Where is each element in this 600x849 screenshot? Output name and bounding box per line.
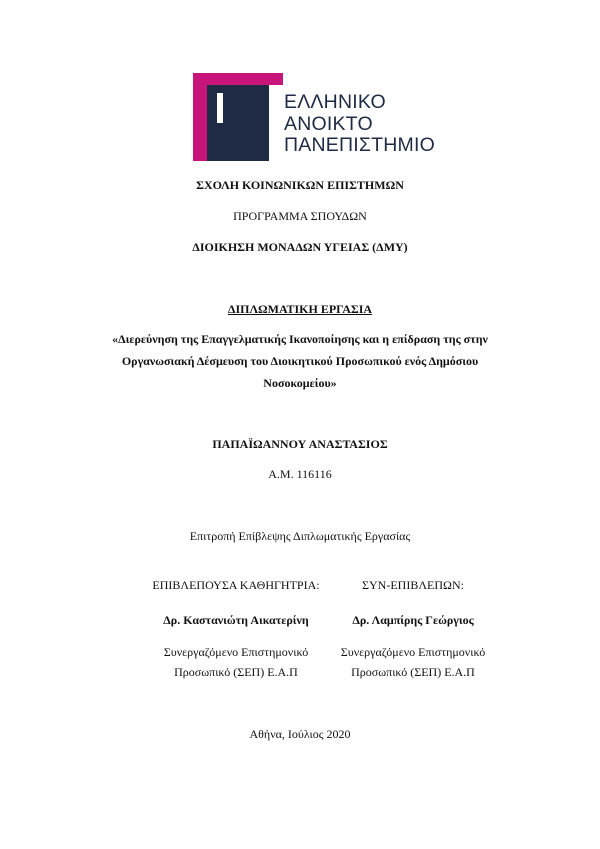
school-name: ΣΧΟΛΗ ΚΟΙΝΩΝΙΚΩΝ ΕΠΙΣΤΗΜΩΝ	[196, 178, 404, 192]
committee-heading: Επιτροπή Επίβλεψης Διπλωματικής Εργασίας	[189, 529, 411, 543]
document-type: ΔΙΠΛΩΜΑΤΙΚΗ ΕΡΓΑΣΙΑ	[227, 302, 373, 316]
co-supervisor-affiliation-1: Συνεργαζόμενο Επιστημονικό	[340, 645, 486, 659]
logo-mark-icon	[193, 73, 283, 161]
co-supervisor-role: ΣΥΝ-ΕΠΙΒΛΕΠΩΝ:	[362, 578, 464, 592]
supervisor-block	[136, 578, 336, 688]
logo-line-1: ΕΛΛΗΝΙΚΟ	[284, 91, 386, 113]
logo-line-3: ΠΑΝΕΠΙΣΤΗΜΙΟ	[284, 134, 435, 156]
thesis-title: «Διερεύνηση της Επαγγελματικής Ικανοποίησης και η επίδραση της στην Οργανωσιακή Δέσμευση του Διοικητικού Προσωπικού ενός Δημόσιου Νοσοκομείου»	[112, 332, 488, 390]
program-name: ΔΙΟΙΚΗΣΗ ΜΟΝΑΔΩΝ ΥΓΕΙΑΣ (ΔΜΥ)	[192, 240, 408, 254]
logo-wordmark	[284, 92, 435, 157]
supervisor-affiliation-2: Προσωπικό (ΣΕΠ) Ε.Α.Π	[174, 665, 298, 679]
university-logo	[193, 73, 433, 161]
logo-line-2: ΑΝΟΙΚΤΟ	[284, 112, 373, 135]
supervisor-name: Δρ. Καστανιώτη Αικατερίνη	[163, 613, 309, 627]
co-supervisor-affiliation-2: Προσωπικό (ΣΕΠ) Ε.Α.Π	[351, 665, 475, 679]
supervisor-role: ΕΠΙΒΛΕΠΟΥΣΑ ΚΑΘΗΓΗΤΡΙΑ:	[152, 578, 320, 592]
student-id: Α.Μ. 116116	[268, 467, 332, 481]
co-supervisor-name: Δρ. Λαμπίρης Γεώργιος	[352, 613, 474, 627]
author-name: ΠΑΠΑΪΩΑΝΝΟΥ ΑΝΑΣΤΑΣΙΟΣ	[212, 437, 388, 451]
place-date: Αθήνα, Ιούλιος 2020	[249, 727, 351, 741]
co-supervisor-block	[313, 578, 513, 688]
supervisor-affiliation-1: Συνεργαζόμενο Επιστημονικό	[163, 645, 309, 659]
program-label: ΠΡΟΓΡΑΜΜΑ ΣΠΟΥΔΩΝ	[233, 209, 367, 223]
